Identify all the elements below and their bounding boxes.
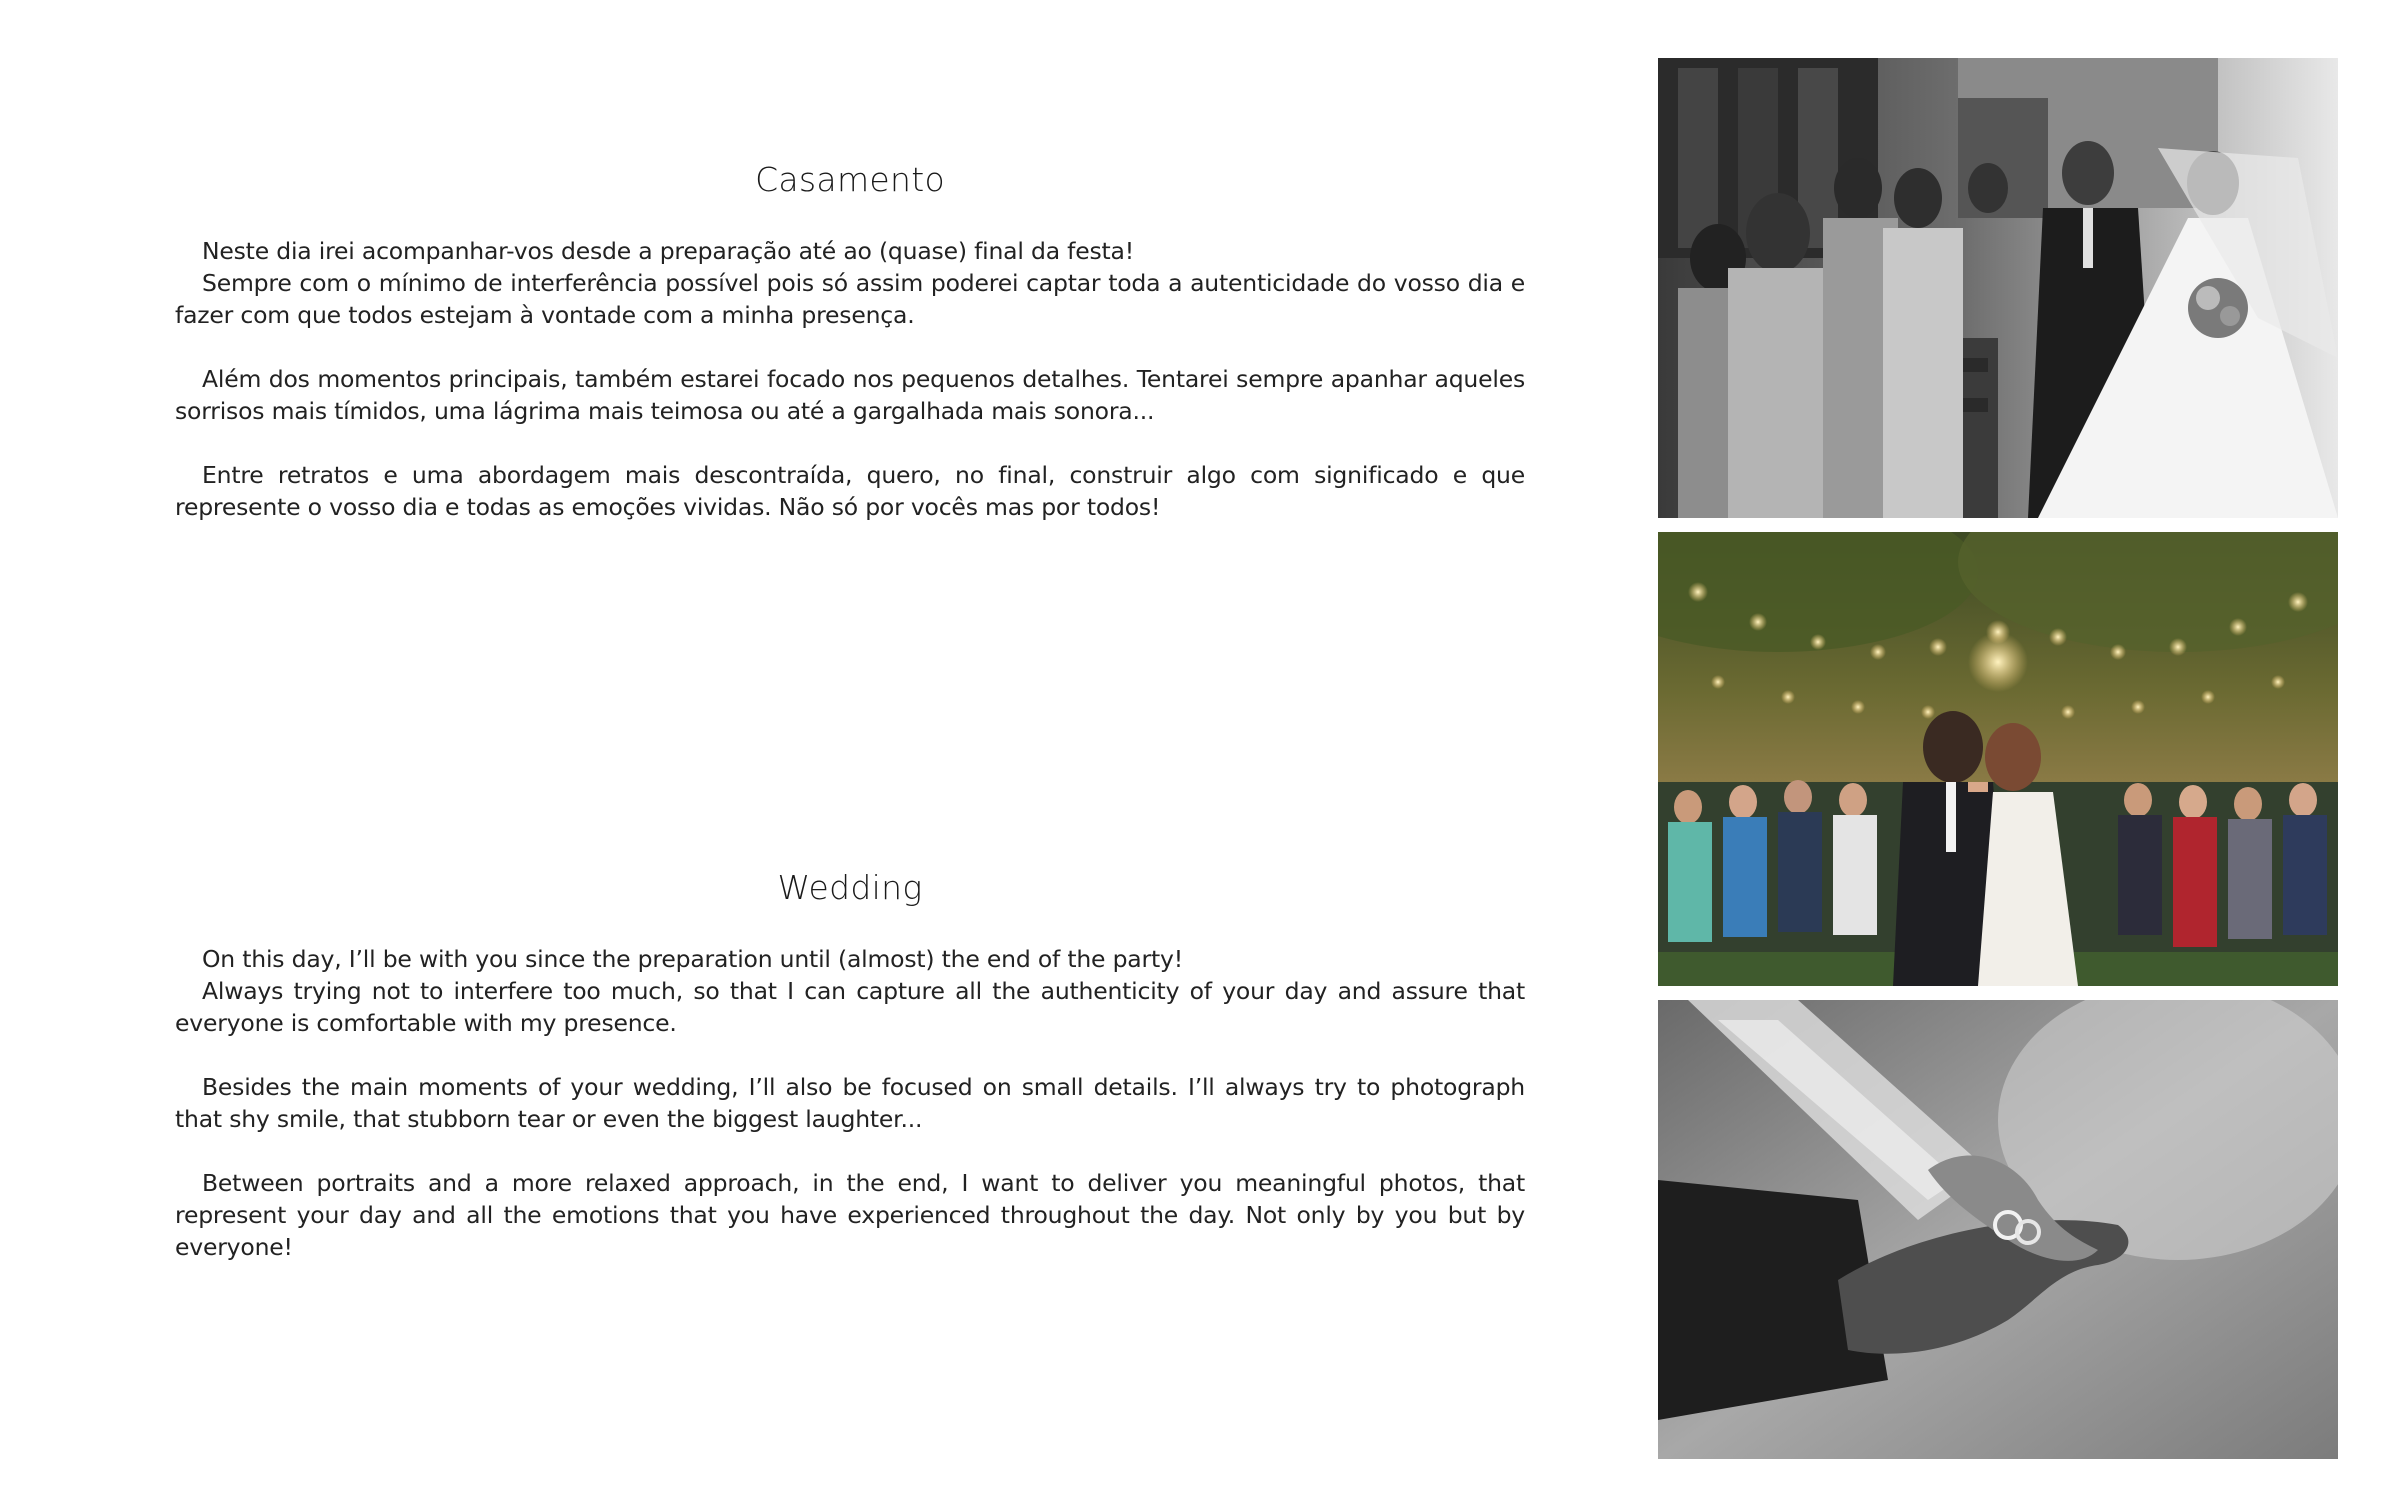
paragraph: Neste dia irei acompanhar-vos desde a preparação até ao (quase) final da festa! [202, 237, 1134, 265]
ceremony-kiss-image [1658, 532, 2338, 986]
paragraph: Between portraits and a more relaxed approach, in the end, I want to deliver you meaningful photos, that represent your day and all the emotions that you have experienced throughout the day. Not only by you but by everyone! [175, 1169, 1525, 1261]
photo-church-procession [1658, 58, 2338, 518]
paragraph: Entre retratos e uma abordagem mais descontraída, quero, no final, construir algo com significado e que represente o vosso dia e todas as emoções vividas. Não só por vocês mas por todos! [175, 461, 1525, 521]
paragraph: Além dos momentos principais, também estarei focado nos pequenos detalhes. Tentarei sempre apanhar aqueles sorrisos mais tímidos, uma lágrima mais teimosa ou até a gargalhada mais sonora... [175, 365, 1525, 425]
wedding-rings-image [1658, 1000, 2338, 1459]
paragraph: On this day, I’ll be with you since the preparation until (almost) the end of the party! [202, 945, 1183, 973]
section-title-wedding: Wedding [777, 868, 923, 907]
church-procession-image [1658, 58, 2338, 518]
section-portuguese [175, 160, 1525, 523]
paragraph: Always trying not to interfere too much, so that I can capture all the authenticity of your day and assure that everyone is comfortable with my presence. [175, 977, 1525, 1037]
section-title-casamento: Casamento [755, 160, 945, 199]
section-english [175, 868, 1525, 1263]
paragraph: Sempre com o mínimo de interferência possível pois só assim poderei captar toda a autenticidade do vosso dia e fazer com que todos estejam à vontade com a minha presença. [175, 269, 1525, 329]
photo-wedding-rings [1658, 1000, 2338, 1459]
paragraph: Besides the main moments of your wedding, I’ll also be focused on small details. I’ll always try to photograph that shy smile, that stubborn tear or even the biggest laughter... [175, 1073, 1525, 1133]
photo-ceremony-kiss [1658, 532, 2338, 986]
